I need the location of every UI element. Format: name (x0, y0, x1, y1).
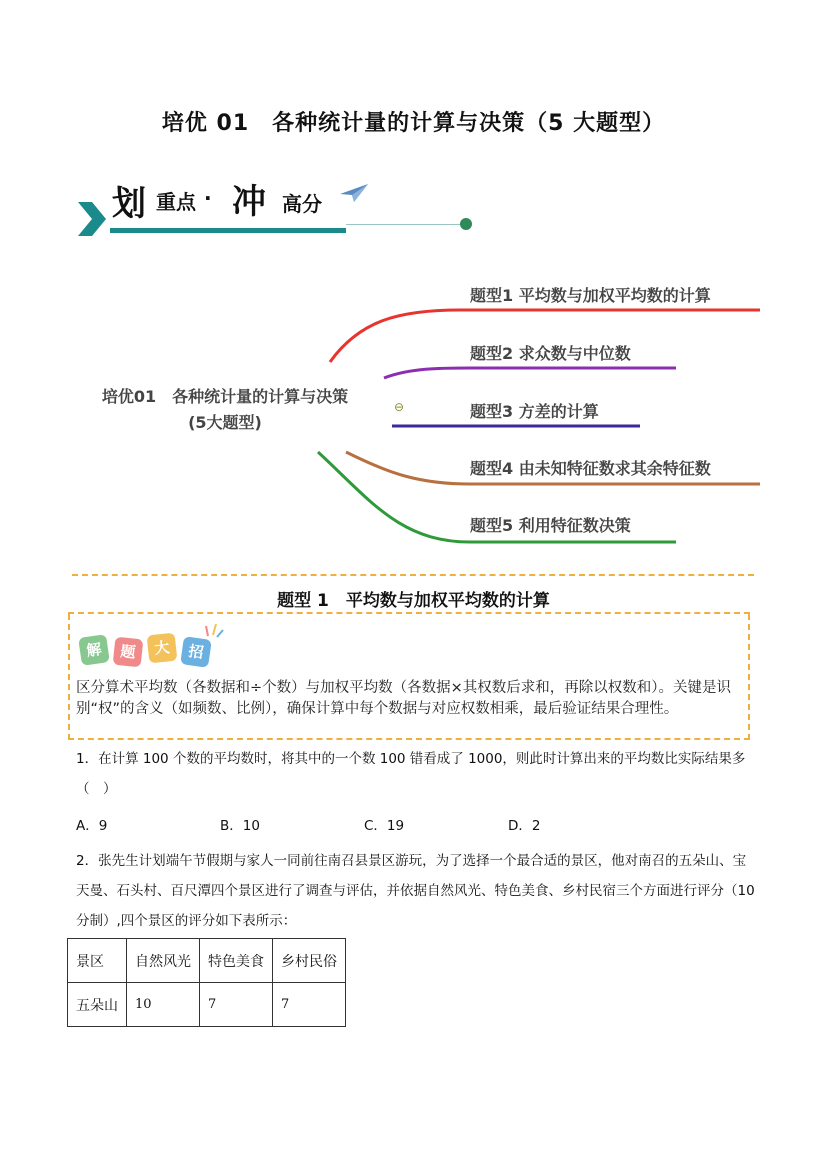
badge-char-2: 题 (113, 637, 144, 668)
table-header-cell: 景区 (68, 939, 127, 983)
section-banner (78, 172, 478, 244)
mindmap-branch-2[interactable]: 题型2 求众数与中位数 (470, 344, 631, 363)
scores-table (67, 938, 346, 1027)
option-d[interactable]: D．2 (508, 818, 541, 834)
table-cell: 五朵山 (68, 983, 127, 1027)
section-title: 题型 1 平均数与加权平均数的计算 (277, 591, 550, 611)
collapse-icon[interactable]: ⊖ (394, 400, 405, 414)
paper-plane-icon (340, 184, 368, 202)
badge-char-3: 大 (147, 633, 178, 664)
table-row (68, 983, 346, 1027)
document-title: 培优 01 各种统计量的计算与决策（5 大题型） (161, 111, 666, 136)
mindmap-branch-5[interactable]: 题型5 利用特征数决策 (470, 516, 631, 535)
banner-word-zhongdian: 重点 (156, 190, 196, 214)
tip-text: 区分算术平均数（各数据和÷个数）与加权平均数（各数据×其权数后求和，再除以权数和）。关键是识别“权”的含义（如频数、比例），确保计算中每个数据与对应权数相乘，最后验证结果合理性。 (76, 680, 732, 717)
option-a[interactable]: A．9 (76, 818, 108, 834)
badge-char-1: 解 (78, 634, 110, 666)
option-c[interactable]: C．19 (364, 818, 405, 834)
banner-word-chong: 冲 (232, 182, 266, 222)
table-cell: 7 (200, 983, 273, 1027)
table-header-cell: 特色美食 (200, 939, 273, 983)
banner-end-dot (460, 218, 472, 230)
banner-word-hua: 划 (112, 184, 146, 224)
banner-arrow-icon (78, 202, 108, 236)
banner-thin-line (346, 224, 464, 225)
table-cell: 7 (273, 983, 346, 1027)
section-divider-top (72, 574, 754, 576)
mindmap-root-line1: 培优01 各种统计量的计算与决策 (101, 387, 349, 406)
mindmap-branch-1[interactable]: 题型1 平均数与加权平均数的计算 (470, 286, 711, 305)
banner-dot: · (204, 186, 212, 210)
option-b[interactable]: B．10 (220, 818, 260, 834)
question-1: 1．在计算 100 个数的平均数时，将其中的一个数 100 错看成了 1000，则此时计算出来的平均数比实际结果多（ ） (76, 751, 746, 797)
table-header-cell: 自然风光 (127, 939, 200, 983)
mindmap-branch-4[interactable]: 题型4 由未知特征数求其余特征数 (470, 459, 711, 478)
banner-word-gaofen: 高分 (282, 192, 322, 216)
sparkle-icon (204, 622, 224, 638)
table-header-cell: 乡村民俗 (273, 939, 346, 983)
mindmap-root (80, 384, 370, 436)
mindmap-root-line2: (5大题型) (188, 413, 262, 432)
mindmap-branch-3[interactable]: 题型3 方差的计算 (470, 402, 599, 421)
table-header-row (68, 939, 346, 983)
branch-line-2 (384, 368, 676, 378)
question-2: 2．张先生计划端午节假期与家人一同前往南召县景区游玩，为了选择一个最合适的景区，他对南召的五朵山、宝天曼、石头村、百尺潭四个景区进行了调查与评估，并依据自然风光、特色美食、乡村民宿三个方面进行评分（10 分制）,四个景区的评分如下表所示： (76, 853, 755, 929)
table-cell: 10 (127, 983, 200, 1027)
badge-char-4: 招 (180, 636, 212, 668)
banner-underline (110, 228, 346, 233)
